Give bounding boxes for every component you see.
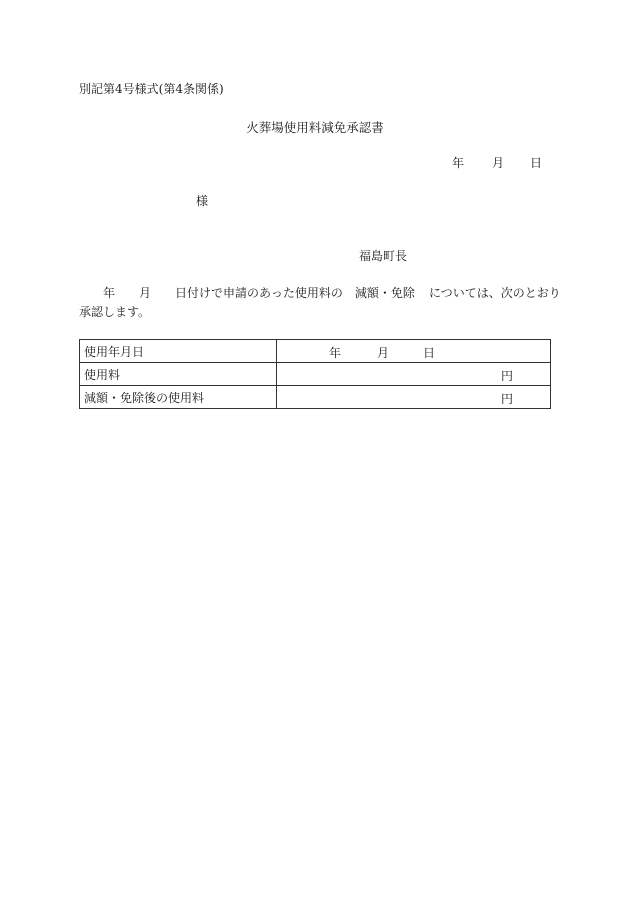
row-value-fee — [277, 363, 551, 386]
body-text-line-1 — [103, 286, 561, 300]
issue-date-month: 月 — [492, 156, 505, 170]
issuer-name: 福島町長 — [359, 249, 408, 263]
table-row — [80, 386, 551, 409]
row-label-fee: 使用料 — [80, 363, 277, 386]
body-text: 日付けで申請のあった使用料の — [175, 286, 343, 300]
form-number: 別記第4号様式(第4条関係) — [79, 82, 224, 96]
body-option: 減額・免除 — [354, 286, 415, 300]
fee-unit: 円 — [501, 369, 514, 383]
addressee-suffix: 様 — [196, 194, 209, 208]
body-month: 月 — [139, 286, 152, 300]
issue-date-day: 日 — [530, 156, 543, 170]
table-row — [80, 363, 551, 386]
row-value-reduced-fee — [277, 386, 551, 409]
document-title: 火葬場使用料減免承認書 — [246, 120, 384, 135]
row-label-use-date: 使用年月日 — [80, 340, 277, 363]
issue-date-year: 年 — [452, 156, 465, 170]
row-value-use-date — [277, 340, 551, 363]
use-date-day: 日 — [423, 346, 436, 360]
body-tail: については、次のとおり — [428, 286, 561, 300]
body-year: 年 — [103, 286, 116, 300]
row-label-reduced-fee: 減額・免除後の使用料 — [80, 386, 277, 409]
reduced-fee-unit: 円 — [501, 392, 514, 406]
issue-date — [452, 156, 542, 170]
fee-table — [79, 339, 551, 409]
use-date-month: 月 — [377, 346, 390, 360]
use-date-year: 年 — [329, 346, 342, 360]
body-text-line-2: 承認します。 — [79, 305, 151, 319]
table-row — [80, 340, 551, 363]
